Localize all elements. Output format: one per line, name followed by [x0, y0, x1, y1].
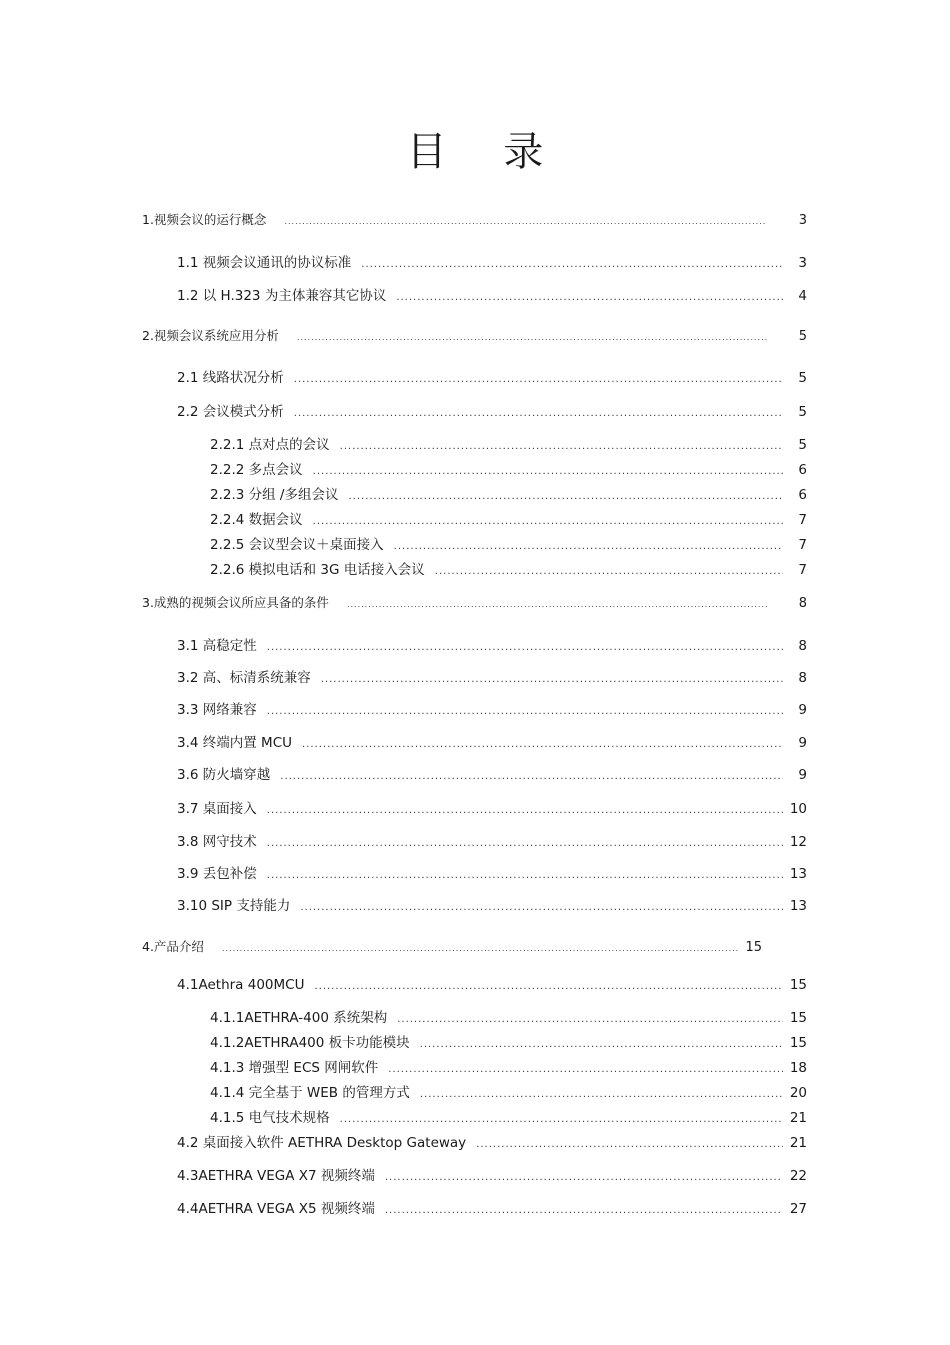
toc-leader-dots [420, 1039, 783, 1050]
toc-entry-page: 27 [789, 1201, 807, 1217]
toc-entry-2-2[interactable] [177, 400, 807, 420]
toc-leader-dots [394, 541, 783, 552]
toc-entry-page: 21 [789, 1135, 807, 1151]
toc-entry-label: 2.2.2 多点会议 [210, 462, 303, 478]
toc-leader-dots [267, 870, 783, 881]
toc-entry-label: 4.1.3 增强型 ECS 网闸软件 [210, 1060, 379, 1076]
toc-entry-page: 9 [798, 735, 807, 751]
toc-leader-dots [313, 466, 783, 477]
toc-entry-2[interactable] [142, 326, 807, 344]
toc-entry-2-2-5[interactable] [210, 533, 807, 553]
toc-leader-dots [267, 838, 783, 849]
toc-leader-dots [347, 600, 767, 609]
toc-entry-4-1-1[interactable] [210, 1006, 807, 1026]
toc-entry-label: 4.2 桌面接入软件 AETHRA Desktop Gateway [177, 1135, 467, 1151]
toc-entry-4-1-3[interactable] [210, 1056, 807, 1076]
toc-entry-label: 2.视频会议系统应用分析 [142, 328, 279, 343]
toc-entry-page: 4 [798, 288, 807, 304]
toc-entry-label: 4.1.5 电气技术规格 [210, 1110, 330, 1126]
toc-entry-page: 7 [798, 537, 807, 553]
toc-entry-3[interactable] [142, 593, 807, 611]
toc-leader-dots [388, 1064, 783, 1075]
toc-leader-dots [302, 739, 783, 750]
toc-leader-dots [321, 674, 783, 685]
toc-leader-dots [300, 902, 783, 913]
toc-entry-label: 1.2 以 H.323 为主体兼容其它协议 [177, 288, 387, 304]
toc-entry-3-8[interactable] [177, 830, 807, 850]
toc-entry-label: 4.1.4 完全基于 WEB 的管理方式 [210, 1085, 410, 1101]
toc-leader-dots [476, 1139, 783, 1150]
toc-entry-4[interactable] [142, 937, 762, 955]
toc-leader-dots [340, 441, 783, 452]
toc-entry-label: 3.7 桌面接入 [177, 801, 257, 817]
toc-entry-3-10[interactable] [177, 894, 807, 914]
toc-entry-page: 12 [789, 834, 807, 850]
toc-entry-page: 5 [798, 329, 807, 344]
toc-entry-label: 2.2.6 模拟电话和 3G 电话接入会议 [210, 562, 425, 578]
toc-leader-dots [294, 408, 783, 419]
toc-entry-3-7[interactable] [177, 797, 807, 817]
toc-entry-page: 20 [789, 1085, 807, 1101]
toc-entry-4-1-2[interactable] [210, 1031, 807, 1051]
toc-leader-dots [314, 981, 783, 992]
toc-leader-dots [385, 1205, 783, 1216]
toc-entry-3-2[interactable] [177, 666, 807, 686]
toc-entry-label: 3.成熟的视频会议所应具备的条件 [142, 595, 329, 610]
toc-leader-dots [313, 516, 783, 527]
toc-entry-label: 3.1 高稳定性 [177, 638, 257, 654]
toc-entry-label: 3.3 网络兼容 [177, 702, 257, 718]
toc-entry-page: 3 [798, 255, 807, 271]
toc-entry-label: 4.产品介绍 [142, 939, 204, 954]
toc-entry-2-2-3[interactable] [210, 483, 807, 503]
toc-leader-dots [348, 491, 783, 502]
page-title: 目 录 [406, 129, 566, 175]
toc-entry-label: 4.1.2AETHRA400 板卡功能模块 [210, 1035, 410, 1051]
toc-entry-page: 15 [789, 977, 807, 993]
toc-entry-label: 1.1 视频会议通讯的协议标准 [177, 255, 352, 271]
toc-leader-dots [361, 259, 783, 270]
toc-entry-3-1[interactable] [177, 634, 807, 654]
toc-leader-dots [267, 642, 783, 653]
toc-entry-label: 2.2.4 数据会议 [210, 512, 303, 528]
toc-entry-page: 6 [798, 462, 807, 478]
toc-leader-dots [397, 1014, 783, 1025]
toc-entry-4-1[interactable] [177, 977, 807, 993]
toc-entry-page: 9 [798, 702, 807, 718]
toc-entry-label: 1.视频会议的运行概念 [142, 212, 267, 227]
toc-entry-4-1-5[interactable] [210, 1106, 807, 1126]
toc-leader-dots [385, 1172, 783, 1183]
toc-entry-page: 13 [789, 898, 807, 914]
toc-entry-page: 15 [789, 1010, 807, 1026]
toc-entry-page: 8 [798, 638, 807, 654]
toc-entry-page: 6 [798, 487, 807, 503]
toc-entry-2-2-1[interactable] [210, 433, 807, 453]
toc-leader-dots [222, 944, 740, 953]
toc-entry-page: 15 [745, 940, 762, 955]
toc-entry-2-1[interactable] [177, 366, 807, 386]
toc-entry-label: 4.3AETHRA VEGA X7 视频终端 [177, 1168, 375, 1184]
toc-leader-dots [420, 1089, 783, 1100]
toc-entry-1-2[interactable] [177, 284, 807, 304]
toc-entry-page: 9 [798, 767, 807, 783]
toc-entry-label: 3.10 SIP 支持能力 [177, 898, 291, 914]
toc-leader-dots [267, 706, 783, 717]
toc-entry-page: 13 [789, 866, 807, 882]
toc-entry-page: 7 [798, 562, 807, 578]
toc-entry-page: 7 [798, 512, 807, 528]
toc-leader-dots [297, 333, 767, 342]
toc-entry-3-9[interactable] [177, 862, 807, 882]
toc-entry-page: 21 [789, 1110, 807, 1126]
toc-entry-1-1[interactable] [177, 251, 807, 271]
toc-entry-2-2-2[interactable] [210, 458, 807, 478]
toc-entry-label: 4.1.1AETHRA-400 系统架构 [210, 1010, 388, 1026]
toc-entry-4-4[interactable] [177, 1197, 807, 1217]
toc-leader-dots [267, 805, 783, 816]
toc-entry-1[interactable] [142, 210, 807, 228]
toc-entry-4-2[interactable] [177, 1131, 807, 1151]
toc-entry-label: 2.2.3 分组 /多组会议 [210, 487, 339, 503]
toc-entry-page: 15 [789, 1035, 807, 1051]
toc-entry-4-1-4[interactable] [210, 1081, 807, 1101]
toc-entry-label: 2.2.1 点对点的会议 [210, 437, 330, 453]
toc-entry-label: 2.2.5 会议型会议＋桌面接入 [210, 537, 384, 553]
toc-entry-label: 3.6 防火墙穿越 [177, 767, 271, 783]
toc-entry-4-3[interactable] [177, 1164, 807, 1184]
toc-entry-2-2-4[interactable] [210, 508, 807, 528]
toc-entry-2-2-6[interactable] [210, 558, 807, 578]
toc-entry-page: 8 [798, 596, 807, 611]
toc-entry-label: 3.4 终端内置 MCU [177, 735, 293, 751]
toc-entry-page: 10 [789, 801, 807, 817]
toc-entry-label: 4.4AETHRA VEGA X5 视频终端 [177, 1201, 375, 1217]
toc-entry-page: 5 [798, 404, 807, 420]
toc-entry-page: 5 [798, 437, 807, 453]
toc-leader-dots [284, 217, 767, 226]
toc-entry-3-3[interactable] [177, 698, 807, 718]
toc-leader-dots [435, 566, 783, 577]
toc-entry-page: 3 [798, 213, 807, 228]
toc-entry-label: 3.9 丢包补偿 [177, 866, 257, 882]
toc-leader-dots [280, 771, 783, 782]
toc-entry-3-6[interactable] [177, 763, 807, 783]
toc-entry-page: 5 [798, 370, 807, 386]
toc-leader-dots [340, 1114, 783, 1125]
toc-entry-label: 4.1Aethra 400MCU [177, 977, 305, 993]
toc-entry-page: 22 [789, 1168, 807, 1184]
toc-entry-page: 8 [798, 670, 807, 686]
toc-entry-label: 3.2 高、标清系统兼容 [177, 670, 311, 686]
toc-entry-label: 2.1 线路状况分析 [177, 370, 284, 386]
toc-entry-page: 18 [789, 1060, 807, 1076]
toc-entry-3-4[interactable] [177, 731, 807, 751]
toc-entry-label: 2.2 会议模式分析 [177, 404, 284, 420]
toc-entry-label: 3.8 网守技术 [177, 834, 257, 850]
toc-leader-dots [396, 292, 783, 303]
toc-leader-dots [294, 374, 783, 385]
